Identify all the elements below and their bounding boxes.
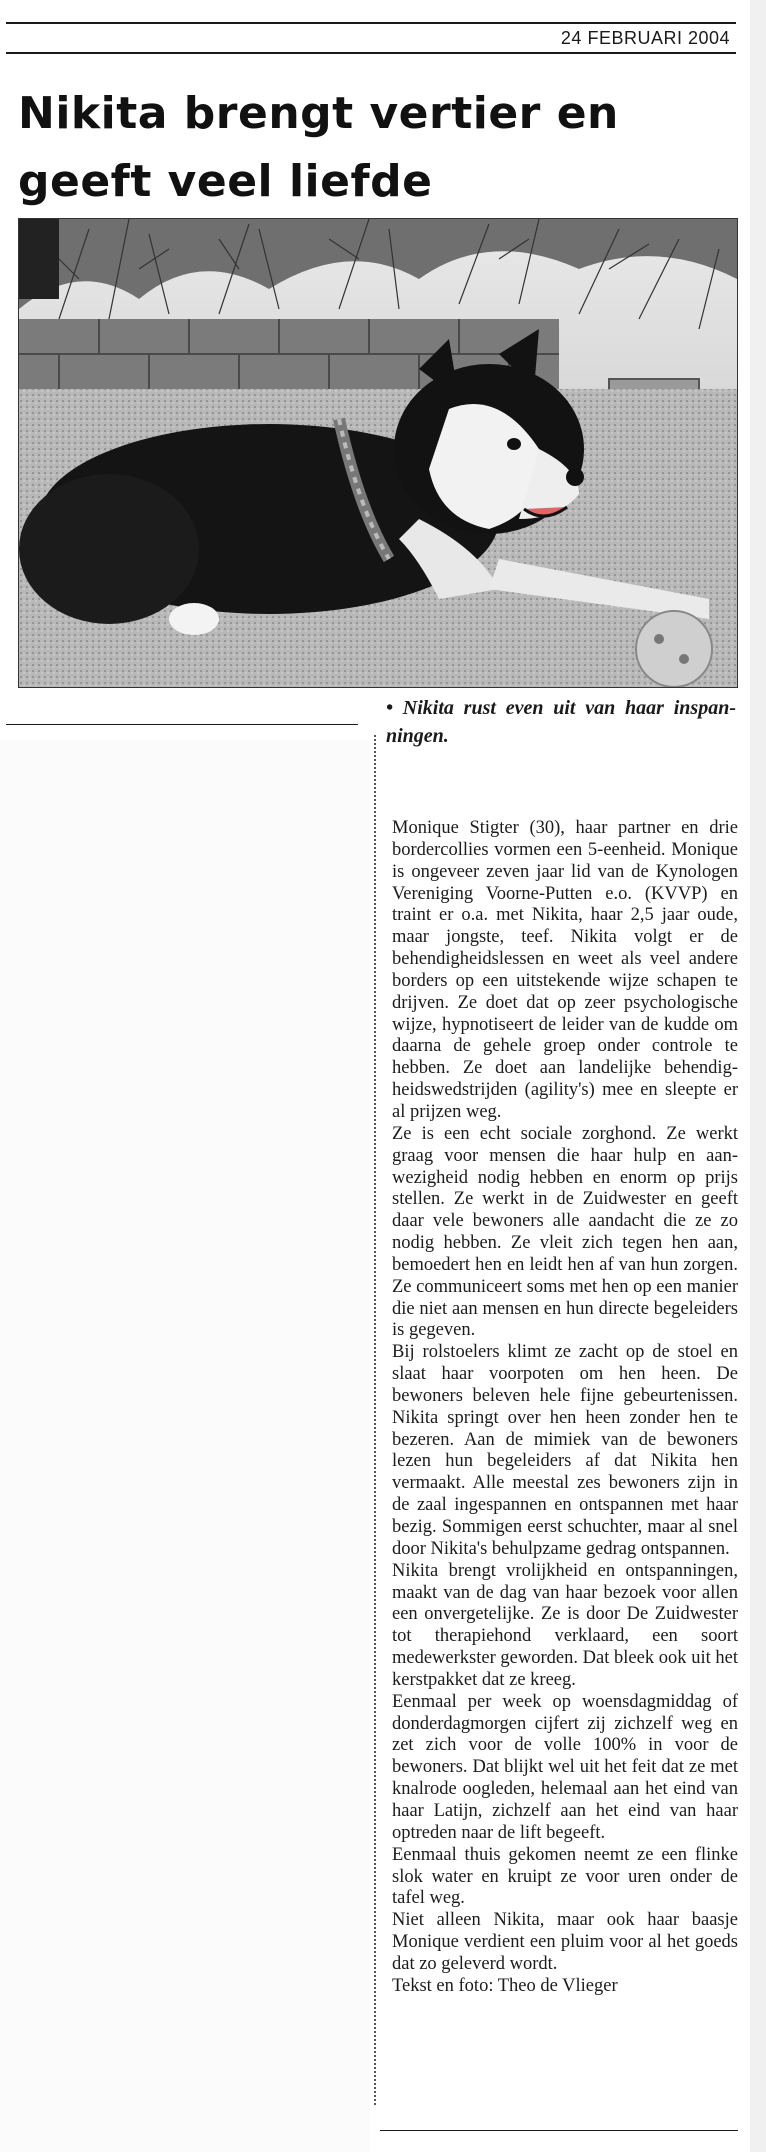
photo-caption: • Nikita rust even uit van haar inspanningen. (386, 697, 736, 747)
top-rule (6, 22, 736, 24)
article-paragraph: Bij rolstoelers klimt ze zacht op de stoel en slaat haar voorpoten om hen heen. De bewoners beleven hele fijne gebeurtenissen. Nikita springt over hen heen zonder hen te bezeren. Aan de mimiek van de bewoners lezen hun begeleiders af dat Nikita hen vermaakt. Alle meestal zes bewoners zijn in de zaal ingespannen en ontspannen met haar bezig. Sommigen eerst schuchter, maar al snel door Nikita's behulpzame gedrag ontspannen. (392, 1342, 738, 1559)
photo-illustration (19, 219, 737, 687)
article-paragraph: Ze is een echt sociale zorghond. Ze werkt graag voor mensen die haar hulp en aanwezigheid nodig hebben en enorm op prijs stellen. Ze werkt in de Zuidwester en geeft daar vele bewoners alle aandacht die ze zo nodig hebben. Ze vleit zich tegen hen aan, bemoedert hen en leidt hen af van hun zorgen. Ze communiceert soms met hen op een manier die niet aan mensen en hun directe begeleiders is gegeven. (392, 1123, 738, 1341)
article-paragraph: Eenmaal thuis gekomen neemt ze een flinke slok water en kruipt ze voor uren onder de tafel weg. (392, 1844, 738, 1909)
headline: Nikita brengt vertier en geeft veel liefde (18, 88, 619, 207)
article-paragraph: Niet alleen Nikita, maar ook haar baasje Monique verdient een pluim voor al het goeds dat zo geleverd wordt. (392, 1910, 738, 1974)
caption-rule (6, 724, 358, 725)
date-rule (6, 52, 736, 54)
article-paragraph: Nikita brengt vrolijkheid en ontspanningen, maakt van de dag van haar bezoek voor allen een onvergetelijke. Ze is door De Zuidwester tot therapiehond verklaard, een soort medewerkster geworden. Dat bleek ook uit het kerstpakket dat ze kreeg. (392, 1560, 738, 1690)
blank-area (0, 740, 370, 2152)
author-credit: Tekst en foto: Theo de Vlieger (392, 1975, 618, 1996)
article-body (392, 818, 738, 1998)
article-paragraph: Monique Stigter (30), haar partner en drie bordercollies vormen een 5-eenheid. Monique is ongeveer zeven jaar lid van de Kynologen Vereniging Voorne-Putten e.o. (KVVP) en traint er o.a. met Nikita, haar 2,5 jaar oude, maar jongste, teef. Nikita volgt er de behendigheidslessen en weet als veel andere borders op een uitstekende wijze schapen te drijven. Ze doet dat op zeer psychologische wijze, hypnotiseert de leider van de kudde om daarna de gehele groep onder controle te hebben. Ze doet aan landelijke behendigheidswedstrijden (agility's) mee en sleepte er al prijzen weg. (392, 818, 738, 1122)
publication-date: 24 FEBRUARI 2004 (560, 28, 730, 48)
bottom-rule (380, 2130, 738, 2131)
dog-photo-icon (18, 218, 738, 688)
column-divider (374, 735, 376, 2105)
article-paragraph: Eenmaal per week op woensdagmiddag of donderdagmorgen cijfert zij zichzelf weg en zet zich voor de volle 100% in voor de bewoners. Dat blijkt wel uit het feit dat ze met knalrode oogleden, helemaal aan het eind van haar Latijn, zichzelf aan het eind van haar optreden naar de lift begeeft. (392, 1691, 738, 1843)
page-margin (750, 0, 766, 2152)
